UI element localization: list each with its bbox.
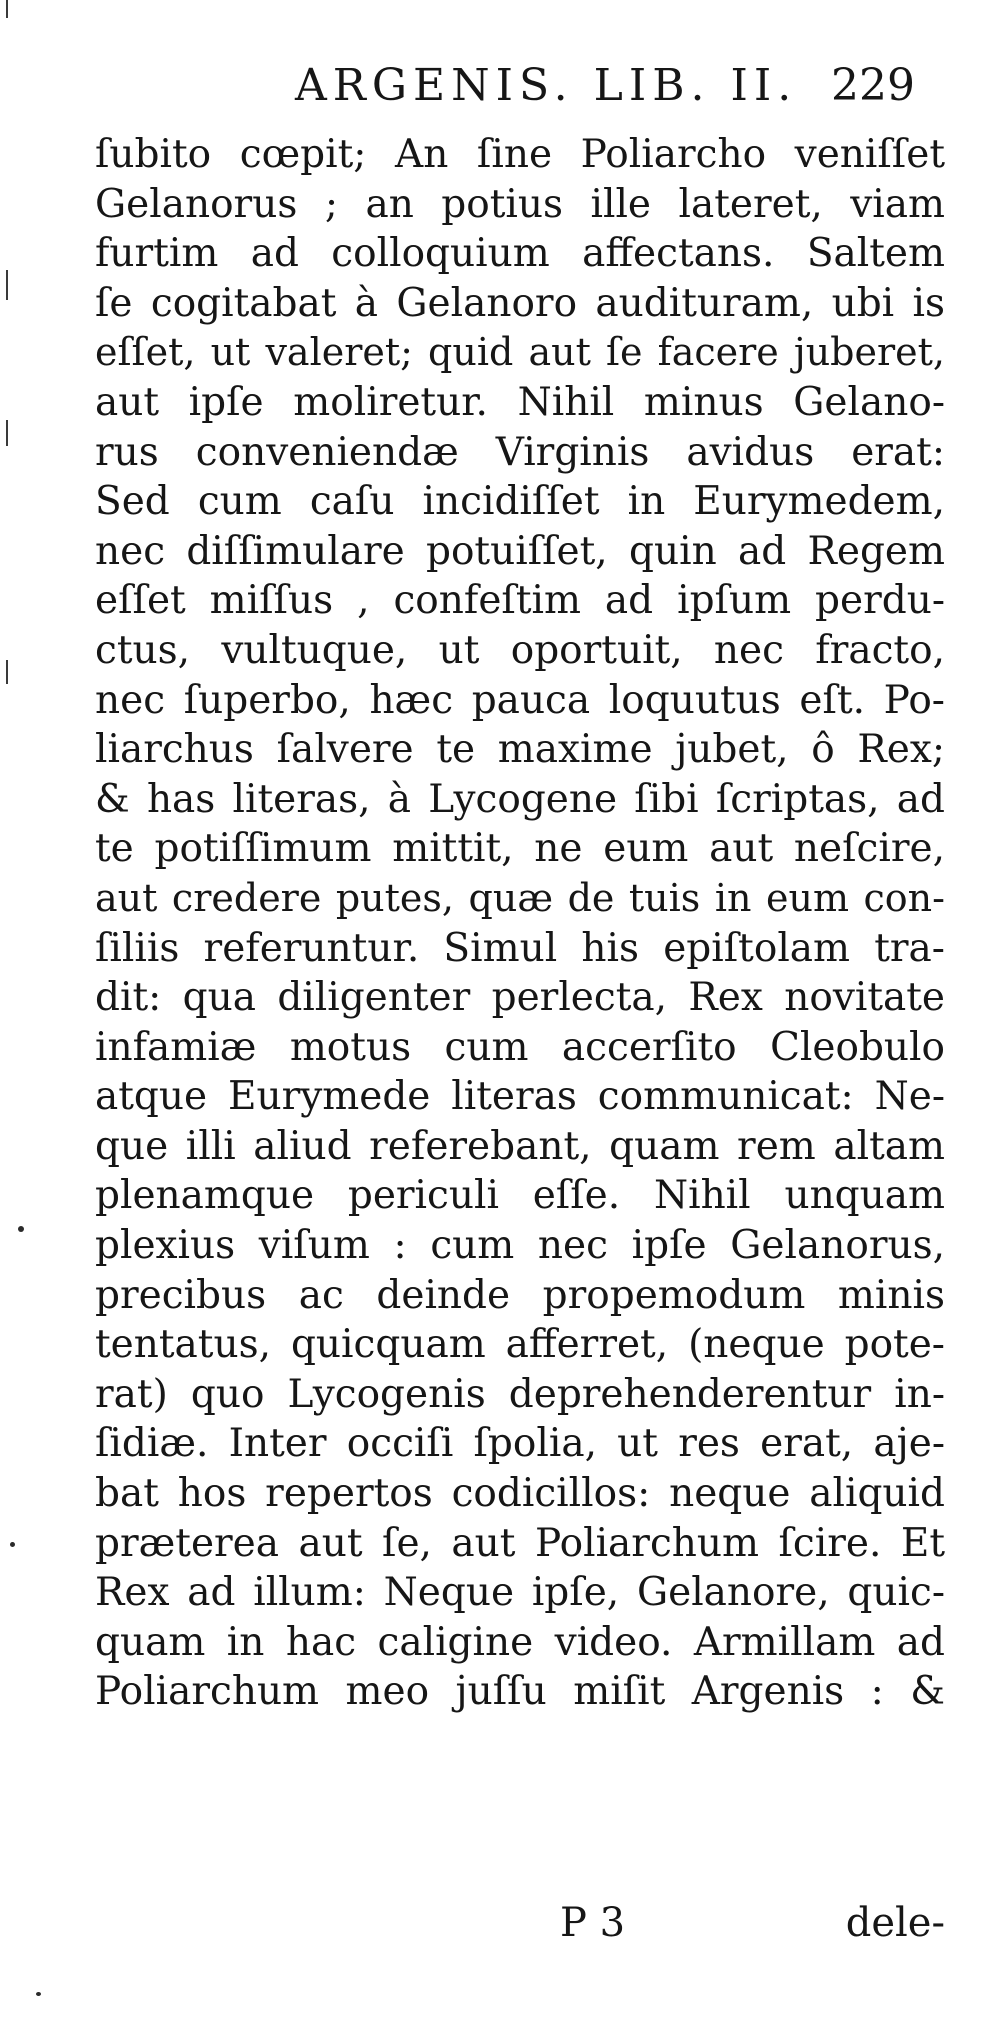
left-edge-mark — [6, 270, 8, 300]
text-line: & has literas, à Lycogene ſibi ſcriptas, ad — [95, 776, 945, 822]
text-line: Sed cum caſu incidiſſet in Eurymedem, — [95, 479, 945, 525]
page-footer — [95, 1900, 945, 1960]
text-line: ſiliis referuntur. Simul his epiſtolam tra- — [95, 925, 945, 971]
text-line: aut credere putes, quæ de tuis in eum con- — [95, 875, 945, 920]
text-line: furtim ad colloquium affectans. Saltem — [95, 231, 945, 277]
text-line: que illi aliud referebant, quam rem altam — [95, 1123, 945, 1169]
text-line: te potiſſimum mittit, ne eum aut neſcire, — [95, 826, 945, 872]
left-edge-mark — [6, 0, 8, 18]
text-line: ſubito cœpit; An ſine Poliarcho veniſſet — [95, 132, 945, 177]
text-line: Rex ad illum: Neque ipſe, Gelanore, quic- — [95, 1570, 945, 1616]
running-head-title: ARGENIS. LIB. II. — [295, 60, 798, 111]
text-line: liarchus ſalvere te maxime jubet, ô Rex; — [95, 727, 945, 773]
left-edge-mark — [6, 660, 8, 684]
text-line: præterea aut ſe, aut Poliarchum ſcire. Et — [95, 1520, 945, 1566]
text-line: rat) quo Lycogenis deprehenderentur in- — [95, 1371, 945, 1417]
text-line: nec diſſimulare potuiſſet, quin ad Regem — [95, 528, 945, 574]
page-number: 229 — [831, 60, 915, 111]
body-text — [95, 130, 945, 1717]
text-line: quam in hac caligine video. Armillam ad — [95, 1619, 945, 1665]
text-line: aut ipſe moliretur. Nihil minus Gelano- — [95, 379, 945, 425]
text-line: dit: qua diligenter perlecta, Rex novitate — [95, 975, 945, 1021]
signature-mark: P 3 — [560, 1900, 626, 1946]
text-line: precibus ac deinde propemodum minis — [95, 1272, 945, 1318]
text-line: plenamque periculi eſſe. Nihil unquam — [95, 1173, 945, 1219]
text-line: eſſet, ut valeret; quid aut ſe facere juberet, — [95, 330, 945, 375]
text-line: Gelanorus ; an potius ille lateret, viam — [95, 181, 945, 227]
running-head — [295, 60, 915, 130]
text-line: ſe cogitabat à Gelanoro audituram, ubi is — [95, 280, 945, 326]
text-line: rus conveniendæ Virginis avidus erat: — [95, 429, 945, 475]
text-line: bat hos repertos codicillos: neque aliquid — [95, 1471, 945, 1517]
ink-speck — [10, 1542, 15, 1547]
left-edge-mark — [6, 420, 8, 446]
text-line: plexius viſum : cum nec ipſe Gelanorus, — [95, 1223, 945, 1269]
text-line: Poliarchum meo juſſu miſit Argenis : & — [95, 1669, 945, 1715]
text-line: eſſet miſſus , confeſtim ad ipſum perdu- — [95, 578, 945, 624]
text-line: ctus, vultuque, ut oportuit, nec fracto, — [95, 627, 945, 673]
ink-speck — [36, 1992, 41, 1996]
text-line: ſidiæ. Inter occiſi ſpolia, ut res erat, aje- — [95, 1421, 945, 1467]
text-line: atque Eurymede literas communicat: Ne- — [95, 1074, 945, 1120]
ink-speck — [18, 1226, 24, 1232]
text-line: infamiæ motus cum accerſito Cleobulo — [95, 1024, 945, 1070]
text-line: tentatus, quicquam afferret, (neque pote- — [95, 1322, 945, 1368]
catchword: dele- — [845, 1900, 945, 1946]
text-line: nec ſuperbo, hæc pauca loquutus eſt. Po- — [95, 677, 945, 723]
